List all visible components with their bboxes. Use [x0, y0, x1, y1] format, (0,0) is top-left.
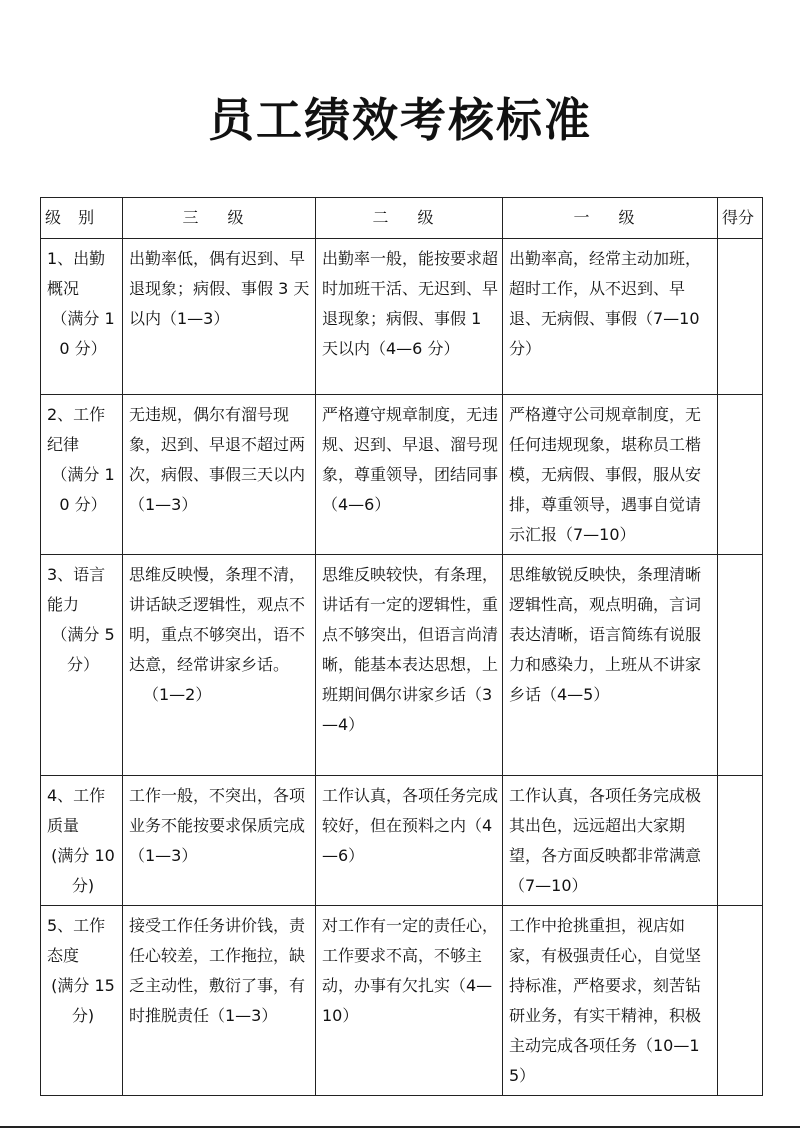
level-1-text: 工作中抢挑重担，视店如家，有极强责任心，自觉坚持标准，严格要求，刻苦钻研业务，有实干精神，积极主动完成各项任务（10—15）: [509, 916, 702, 1085]
level-1-cell: [503, 776, 718, 906]
header-level: 级 别: [41, 198, 123, 239]
level-1-cell: [503, 239, 718, 395]
category-points: （满分 10 分）: [51, 309, 115, 358]
table-row: [41, 906, 763, 1096]
category-name: 3、语言能力: [47, 565, 106, 614]
category-cell: [41, 395, 123, 555]
level-2-text: 出勤率一般，能按要求超时加班干活、无迟到、早退现象；病假、事假 1 天以内（4—6 分）: [322, 249, 499, 358]
table-header-row: [41, 198, 763, 239]
level-3-text: 接受工作任务讲价钱，责任心较差，工作拖拉，缺乏主动性，敷衍了事，有时推脱责任（1—3）: [129, 916, 306, 1025]
table-row: [41, 395, 763, 555]
level-2-text: 思维反映较快，有条理，讲话有一定的逻辑性，重点不够突出，但语言尚清晰，能基本表达思想，上班期间偶尔讲家乡话（3—4）: [322, 565, 499, 734]
category-cell: [41, 239, 123, 395]
table-row: [41, 776, 763, 906]
page-bottom-rule: [0, 1126, 800, 1128]
level-1-cell: [503, 395, 718, 555]
category-name: 5、工作态度: [47, 916, 106, 965]
category-cell: [41, 776, 123, 906]
level-3-cell: [123, 776, 316, 906]
score-input-cell[interactable]: [718, 906, 763, 1096]
level-1-text: 思维敏锐反映快，条理清晰逻辑性高，观点明确，言词表达清晰，语言简练有说服力和感染力，上班从不讲家乡话（4—5）: [509, 565, 702, 704]
level-3-range: （1—2）: [143, 685, 212, 704]
header-level-2: 二 级: [316, 198, 503, 239]
category-name: 2、工作纪律: [47, 405, 106, 454]
category-points: (满分 10 分): [51, 846, 115, 895]
level-2-cell: [316, 555, 503, 776]
score-input-cell[interactable]: [718, 555, 763, 776]
level-2-cell: [316, 395, 503, 555]
level-3-cell: [123, 906, 316, 1096]
category-name: 4、工作质量: [47, 786, 106, 835]
level-2-cell: [316, 906, 503, 1096]
level-2-text: 严格遵守规章制度，无违规、迟到、早退、溜号现象，尊重领导，团结同事（4—6）: [322, 405, 499, 514]
category-cell: [41, 555, 123, 776]
level-3-cell: [123, 239, 316, 395]
category-points: (满分 15 分): [51, 976, 115, 1025]
score-input-cell[interactable]: [718, 776, 763, 906]
level-1-cell: [503, 555, 718, 776]
level-1-cell: [503, 906, 718, 1096]
category-points: （满分 5 分）: [51, 625, 115, 674]
level-2-text: 工作认真，各项任务完成较好，但在预料之内（4—6）: [322, 786, 499, 865]
level-2-cell: [316, 776, 503, 906]
level-3-text: 工作一般，不突出，各项业务不能按要求保质完成（1—3）: [129, 786, 306, 865]
level-2-text: 对工作有一定的责任心，工作要求不高，不够主动，办事有欠扎实（4—10）: [322, 916, 499, 1025]
table-row: [41, 239, 763, 395]
level-3-cell: [123, 395, 316, 555]
category-name: 1、出勤概况: [47, 249, 106, 298]
performance-criteria-table: [40, 197, 763, 1096]
level-1-text: 严格遵守公司规章制度，无任何违规现象，堪称员工楷模，无病假、事假，服从安排，尊重领导，遇事自觉请示汇报（7—10）: [509, 405, 702, 544]
table-row: [41, 555, 763, 776]
level-3-text: 无违规，偶尔有溜号现象，迟到、早退不超过两次，病假、事假三天以内（1—3）: [129, 405, 306, 514]
level-3-text: 出勤率低，偶有迟到、早退现象；病假、事假 3 天以内（1—3）: [129, 249, 310, 328]
level-1-text: 出勤率高，经常主动加班，超时工作，从不迟到、早退、无病假、事假（7—10 分）: [509, 249, 702, 358]
level-3-cell: [123, 555, 316, 776]
header-score: 得分: [718, 198, 763, 239]
level-1-text: 工作认真，各项任务完成极其出色，远远超出大家期望，各方面反映都非常满意（7—10）: [509, 786, 702, 895]
level-3-text: 思维反映慢，条理不清，讲话缺乏逻辑性，观点不明，重点不够突出，语不达意，经常讲家乡话。: [129, 565, 306, 674]
score-input-cell[interactable]: [718, 395, 763, 555]
category-cell: [41, 906, 123, 1096]
header-level-1: 一 级: [503, 198, 718, 239]
page-title: 员工绩效考核标准: [208, 93, 592, 147]
category-points: （满分 10 分）: [51, 465, 115, 514]
score-input-cell[interactable]: [718, 239, 763, 395]
level-2-cell: [316, 239, 503, 395]
header-level-3: 三 级: [123, 198, 316, 239]
